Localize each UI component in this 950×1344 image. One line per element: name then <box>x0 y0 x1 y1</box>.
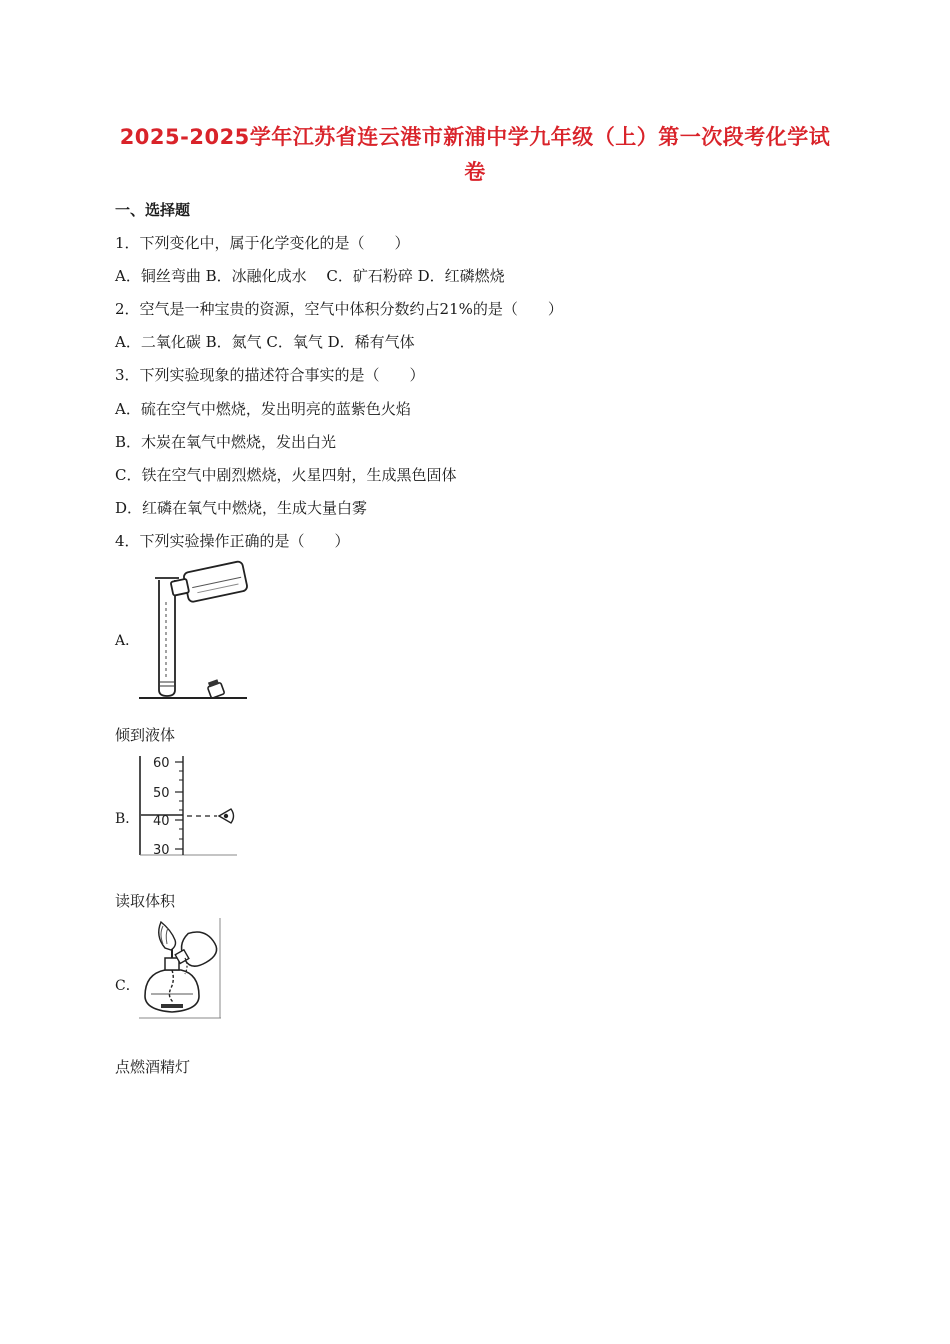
section-heading: 一、选择题 <box>115 201 191 219</box>
pouring-liquid-figure <box>137 562 249 702</box>
q3-option-d: D．红磷在氧气中燃烧，生成大量白雾 <box>115 499 368 517</box>
q4-option-b-caption: 读取体积 <box>115 892 176 910</box>
q2-options: A．二氧化碳 B．氮气 C．氧气 D．稀有气体 <box>115 333 415 351</box>
q4-option-a-caption: 倾到液体 <box>115 726 176 744</box>
q4-stem: 4．下列实验操作正确的是（ ） <box>115 532 350 550</box>
scale-label: 30 <box>153 843 170 858</box>
scale-label: 40 <box>153 814 170 829</box>
q3-option-c: C．铁在空气中剧烈燃烧，火星四射，生成黑色固体 <box>115 466 457 484</box>
q3-option-b: B．木炭在氧气中燃烧，发出白光 <box>115 433 337 451</box>
q1-stem: 1．下列变化中，属于化学变化的是（ ） <box>115 234 410 252</box>
alcohol-lamp-figure <box>137 918 223 1020</box>
q4-option-a-letter: A． <box>115 633 140 649</box>
q3-stem: 3．下列实验现象的描述符合事实的是（ ） <box>115 366 425 384</box>
reading-volume-figure <box>137 756 239 856</box>
q1-options: A．铜丝弯曲 B．冰融化成水 C．矿石粉碎 D．红磷燃烧 <box>115 267 505 285</box>
scale-label: 60 <box>153 756 170 771</box>
page-title: 2025-2025学年江苏省连云港市新浦中学九年级（上）第一次段考化学试卷 <box>119 125 831 184</box>
q4-option-c-caption: 点燃酒精灯 <box>115 1058 191 1076</box>
q2-stem: 2．空气是一种宝贵的资源，空气中体积分数约占21%的是（ ） <box>115 300 563 318</box>
q4-option-c-letter: C． <box>115 978 140 994</box>
q4-option-b-letter: B． <box>115 811 140 827</box>
scale-label: 50 <box>153 786 170 801</box>
q3-option-a: A．硫在空气中燃烧，发出明亮的蓝紫色火焰 <box>115 400 411 418</box>
